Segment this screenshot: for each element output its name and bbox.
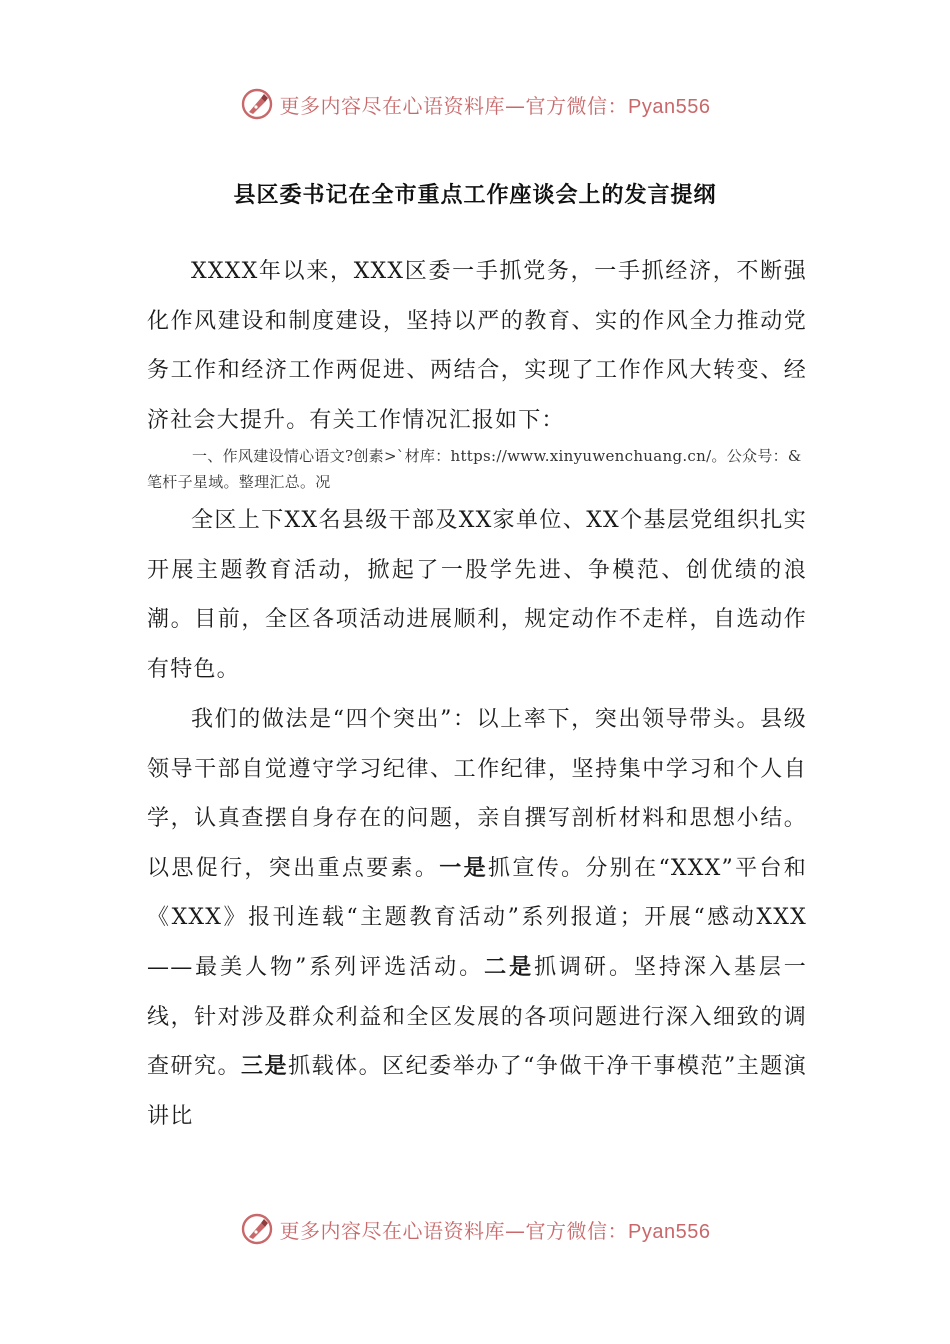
paragraph-practices: 我们的做法是“四个突出”：以上率下，突出领导带头。县级领导干部自觉遵守学习纪律、工作纪律，坚持集中学习和个人自学，认真查摆自身存在的问题，亲自撰写剖析材料和思想小结。以思促行，突出重点要素。一是抓宣传。分别在“XXX”平台和《XXX》报刊连载“主题教育活动”系列报道；开展“感动XXX——最美人物”系列评选活动。二是抓调研。坚持深入基层一线，针对涉及群众利益和全区发展的各项问题进行深入细致的调查研究。三是抓载体。区纪委举办了“争做干净干事模范”主题演讲比 [147, 707, 808, 1129]
wechat-id: Pyan556 [628, 95, 711, 118]
pen-nib-circle-icon [240, 87, 274, 121]
paragraph-activities: 全区上下XX名县级干部及XX家单位、XX个基层党组织扎实开展主题教育活动，掀起了一股学先进、争模范、创优绩的浪潮。目前，全区各项活动进展顺利，规定动作不走样，自选动作有特色。 [147, 508, 807, 682]
header-banner [0, 84, 950, 124]
footer-banner [0, 1209, 950, 1249]
document-title: 县区委书记在全市重点工作座谈会上的发言提纲 [233, 183, 717, 208]
bold-marker-one: 一是 [439, 854, 488, 881]
banner-text: 更多内容尽在心语资料库—官方微信：Pyan556 [279, 1218, 711, 1243]
wechat-id: Pyan556 [628, 1220, 711, 1243]
pen-nib-circle-icon [240, 1212, 274, 1246]
banner-text: 更多内容尽在心语资料库—官方微信：Pyan556 [279, 93, 711, 118]
section-heading-line: 一、作风建设情心语文?创素>`材库：https://www.xinyuwenchuang.cn/。公众号：&笔杆子星域。整理汇总。况 [147, 447, 802, 491]
intro-paragraph: XXXX年以来，XXX区委一手抓党务，一手抓经济，不断强化作风建设和制度建设，坚持以严的教育、实的作风全力推动党务工作和经济工作两促进、两结合，实现了工作作风大转变、经济社会大提升。有关工作情况汇报如下： [147, 259, 807, 433]
bold-marker-three: 三是 [241, 1053, 289, 1080]
bold-marker-two: 二是 [484, 953, 535, 980]
